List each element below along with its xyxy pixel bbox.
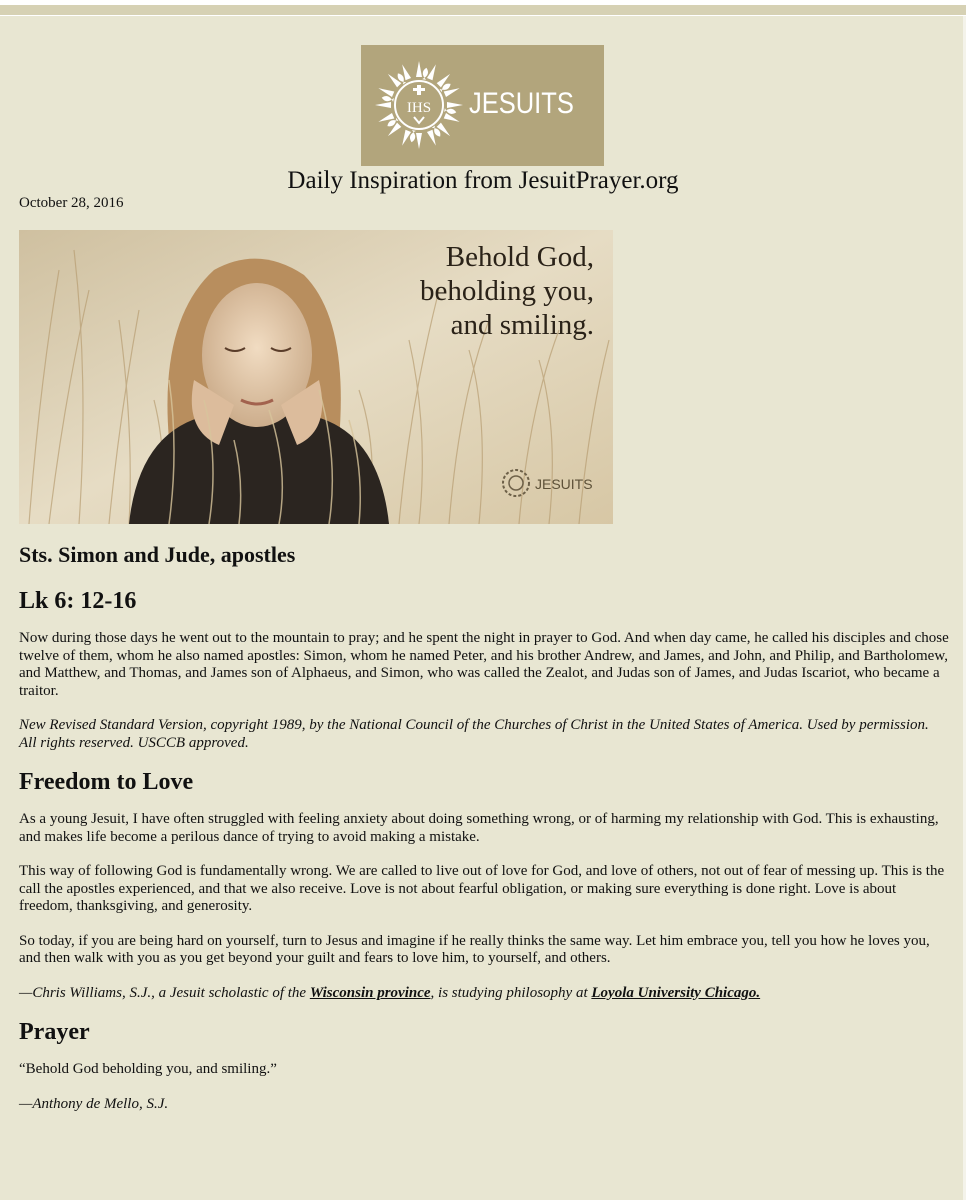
hero-caption-line1: Behold God,: [445, 241, 594, 273]
logo-ihs: IHS: [406, 100, 432, 116]
top-strip: [0, 5, 966, 15]
author-credit: [19, 985, 949, 1003]
hero-photo: [19, 230, 613, 524]
post-date: October 28, 2016: [19, 195, 124, 211]
prayer-text: “Behold God beholding you, and smiling.”: [19, 1061, 277, 1077]
wisconsin-province-link[interactable]: Wisconsin province: [309, 984, 431, 1001]
reflection-title: Freedom to Love: [19, 769, 194, 795]
hero-caption-line2: beholding you,: [420, 275, 594, 307]
top-bar: [0, 0, 966, 16]
author-prefix: —Chris Williams, S.J., a Jesuit scholastic of the: [19, 984, 310, 1001]
jesuits-logo[interactable]: [361, 45, 604, 166]
scripture-text: Now during those days he went out to the mountain to pray; and he spent the night in prayer to God. And when day came, he called his disciples and chose twelve of them, whom he also named apostles: Simon, whom he named Peter, and his brother Andrew, and James, and John, and Philip, and Bartholomew, and Matthew, and Thomas, and James son of Alphaeus, and Simon, who was called the Zealot, and Judas son of James, and Judas Iscariot, who became a traitor.: [19, 630, 949, 699]
prayer-attribution: —Anthony de Mello, S.J.: [19, 1095, 169, 1112]
hero-watermark-text: JESUITS: [535, 476, 593, 492]
reflection-paragraph-1: As a young Jesuit, I have often struggled with feeling anxiety about doing something wrong, or of harming my relationship with God. This is exhausting, and makes life become a perilous dance of trying to avoid making a mistake.: [19, 811, 939, 845]
article-content: [19, 540, 949, 1113]
logo-wordmark: JESUITS: [469, 87, 574, 120]
prayer-title: Prayer: [19, 1019, 90, 1045]
loyola-university-link[interactable]: Loyola University Chicago.: [591, 984, 761, 1001]
reflection-paragraph-2: This way of following God is fundamentally wrong. We are called to live out of love for God, and love of others, not out of fear of messing up. This is the call the apostles experienced, and that we also receive. Love is not about fearful obligation, or making sure everything is done right. Love is about freedom, thanksgiving, and generosity.: [19, 863, 945, 914]
scripture-copyright: New Revised Standard Version, copyright 1989, by the National Council of the Churches of Christ in the United States of America. Used by permission. All rights reserved. USCCB approved.: [19, 717, 929, 751]
hero-caption-line3: and smiling.: [450, 309, 594, 341]
feast-title: Sts. Simon and Jude, apostles: [19, 542, 296, 567]
scripture-reference: Lk 6: 12-16: [19, 588, 137, 614]
author-middle: , is studying philosophy at: [430, 984, 592, 1001]
hero-image: [19, 230, 613, 524]
site-title: Daily Inspiration from JesuitPrayer.org: [287, 167, 679, 194]
reflection-paragraph-3: So today, if you are being hard on yourself, turn to Jesus and imagine if he really thinks the same way. Let him embrace you, tell you how he loves you, and then walk with you as you get beyond your guilt and fears to love him, to yourself, and others.: [19, 932, 930, 966]
sunburst-icon: [373, 59, 465, 151]
